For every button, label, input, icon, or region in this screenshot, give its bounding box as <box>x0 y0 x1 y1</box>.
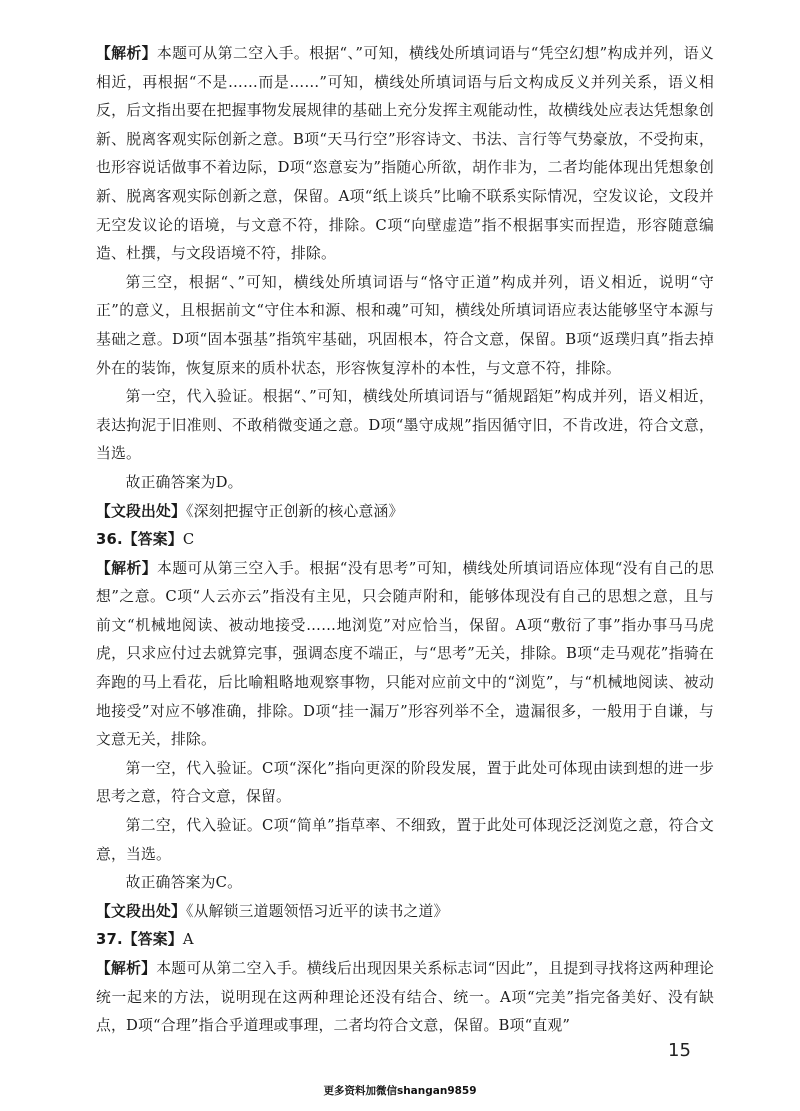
paragraph-text: 本题可从第二空入手。横线后出现因果关系标志词“因此”，且提到寻找将这两种理论统一起来的方法，说明现在这两种理论还没有结合、统一。A项“完美”指完备美好、没有缺点，D项“合理”指合乎道理或事理，二者均符合文意，保留。B项“直观” <box>96 960 714 1035</box>
source-label: 【文段出处】 <box>96 902 186 920</box>
paragraph-text: 本题可从第三空入手。根据“没有思考”可知，横线处所填词语应体现“没有自己的思想”之意。C项“人云亦云”指没有主见，只会随声附和，能够体现没有自己的思想之意，且与前文“机械地阅读、被动地接受……地浏览”对应恰当，保留。A项“敷衍了事”指办事马马虎虎，只求应付过去就算完事，强调态度不端正，与“思考”无关，排除。B项“走马观花”指骑在奔跑的马上看花，后比喻粗略地观察事物，只能对应前文中的“浏览”，与“机械地阅读、被动地接受”对应不够准确，排除。D项“挂一漏万”形容列举不全，遗漏很多，一般用于自谦，与文意无关，排除。 <box>96 559 714 749</box>
paragraph-blank-one-36 <box>96 755 714 812</box>
source-title: 《从解锁三道题领悟习近平的读书之道》 <box>185 902 449 920</box>
paragraph-text: 第一空，代入验证。根据“、”可知，横线处所填词语与“循规蹈矩”构成并列，语义相近，表达拘泥于旧准则、不敢稍微变通之意。D项“墨守成规”指因循守旧，不肯改进，符合文意，当选。 <box>96 388 714 463</box>
answer-value: A <box>182 931 194 949</box>
source-label: 【文段出处】 <box>96 502 186 520</box>
answer-label: 36.【答案】 <box>96 531 183 549</box>
paragraph-blank-two-36 <box>96 812 714 869</box>
paragraph-analysis-36 <box>96 555 714 755</box>
paragraph-question-36 <box>96 526 714 555</box>
paragraph-text: 第一空，代入验证。C项“深化”指向更深的阶段发展，置于此处可体现由读到想的进一步思考之意，符合文意，保留。 <box>96 759 714 806</box>
paragraph-source-35 <box>96 498 714 527</box>
paragraph-source-36 <box>96 898 714 927</box>
paragraph-question-37 <box>96 926 714 955</box>
paragraph-text: 故正确答案为D。 <box>125 473 243 491</box>
paragraph-blank-three <box>96 269 714 383</box>
source-title: 《深刻把握守正创新的核心意涵》 <box>185 502 404 520</box>
page-number: 15 <box>668 1040 691 1061</box>
analysis-label: 【解析】 <box>96 559 157 577</box>
paragraph-text: 第三空，根据“、”可知，横线处所填词语与“恪守正道”构成并列，语义相近，说明“守正”的意义，且根据前文“守住本和源、根和魂”可知，横线处所填词语应表达能够坚守本源与基础之意。D项“固本强基”指筑牢基础，巩固根本，符合文意，保留。B项“返璞归真”指去掉外在的装饰，恢复原来的质朴状态，形容恢复淳朴的本性，与文意不符，排除。 <box>96 273 714 377</box>
paragraph-text: 第二空，代入验证。C项“简单”指草率、不细致，置于此处可体现泛泛浏览之意，符合文意，当选。 <box>96 817 714 863</box>
analysis-label: 【解析】 <box>96 960 157 977</box>
paragraph-blank-one <box>96 383 714 469</box>
paragraph-text: 本题可从第二空入手。根据“、”可知，横线处所填词语与“凭空幻想”构成并列，语义相近，再根据“不是……而是……”可知，横线处所填词语与后文构成反义并列关系，语义相反，后文指出要在把握事物发展规律的基础上充分发挥主观能动性，故横线处应表达凭想象创新、脱离客观实际创新之意。B项“天马行空”形容诗文、书法、言行等气势豪放，不受拘束，也形容说话做事不着边际，D项“恣意妄为”指随心所欲，胡作非为，二者均能体现出凭想象创新、脱离客观实际创新之意，保留。A项“纸上谈兵”比喻不联系实际情况，空发议论，文段并无空发议论的语境，与文意不符，排除。C项“向壁虚造”指不根据事实而捏造，形容随意编造、杜撰，与文段语境不符，排除。 <box>96 45 714 263</box>
document-body <box>96 40 714 1041</box>
paragraph-answer-36 <box>96 869 714 898</box>
paragraph-analysis-37 <box>96 955 714 1041</box>
footer-note: 更多资料加微信shangan9859 <box>323 1085 477 1097</box>
answer-label: 37.【答案】 <box>96 931 183 949</box>
answer-value: C <box>182 531 195 549</box>
analysis-label: 【解析】 <box>96 45 157 62</box>
paragraph-text: 故正确答案为C。 <box>125 874 243 892</box>
paragraph-answer-35 <box>96 469 714 498</box>
paragraph-analysis-35 <box>96 40 714 269</box>
